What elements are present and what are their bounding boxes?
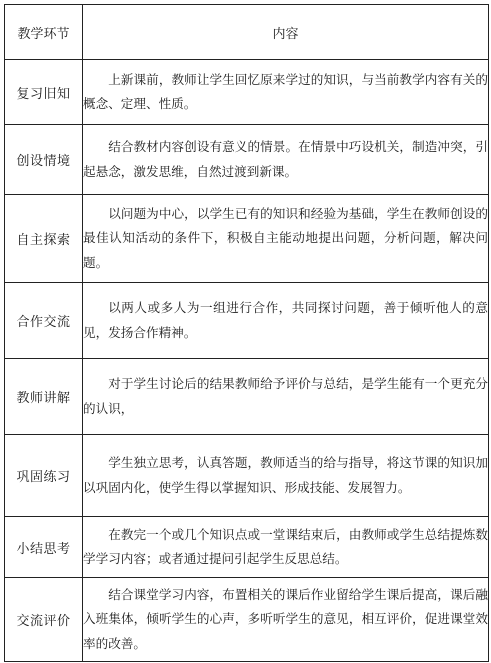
table-row xyxy=(5,60,489,125)
content-cell: 以两人或多人为一组进行合作，共同探讨问题，善于倾听他人的意见，发扬合作精神。 xyxy=(83,283,489,359)
stage-cell: 复习旧知 xyxy=(5,60,83,125)
table-row xyxy=(5,195,489,283)
stage-cell: 巩固练习 xyxy=(5,435,83,517)
stage-cell: 小结思考 xyxy=(5,517,83,578)
header-content: 内容 xyxy=(83,5,489,60)
content-cell: 学生独立思考，认真答题，教师适当的给与指导，将这节课的知识加以巩固内化，使学生得以掌握知识、形成技能、发展智力。 xyxy=(83,435,489,517)
stage-cell: 创设情境 xyxy=(5,125,83,195)
stage-cell: 交流评价 xyxy=(5,578,83,662)
stage-cell: 自主探索 xyxy=(5,195,83,283)
table-row xyxy=(5,517,489,578)
content-cell: 上新课前，教师让学生回忆原来学过的知识，与当前教学内容有关的概念、定理、性质。 xyxy=(83,60,489,125)
table-row xyxy=(5,283,489,359)
table-row xyxy=(5,578,489,662)
stage-cell: 教师讲解 xyxy=(5,359,83,435)
table-row xyxy=(5,435,489,517)
content-cell: 对于学生讨论后的结果教师给予评价与总结，是学生能有一个更充分的认识， xyxy=(83,359,489,435)
stage-cell: 合作交流 xyxy=(5,283,83,359)
table-row xyxy=(5,125,489,195)
header-stage: 教学环节 xyxy=(5,5,83,60)
content-cell: 结合课堂学习内容，布置相关的课后作业留给学生课后提高，课后融入班集体，倾听学生的心声，多听听学生的意见，相互评价，促进课堂效率的改善。 xyxy=(83,578,489,662)
content-cell: 以问题为中心，以学生已有的知识和经验为基础，学生在教师创设的最佳认知活动的条件下，积极自主能动地提出问题，分析问题，解决问题。 xyxy=(83,195,489,283)
teaching-stages-table xyxy=(4,4,489,662)
content-cell: 结合教材内容创设有意义的情景。在情景中巧设机关，制造冲突，引起悬念，激发思维，自然过渡到新课。 xyxy=(83,125,489,195)
header-row xyxy=(5,5,489,60)
table-row xyxy=(5,359,489,435)
content-cell: 在教完一个或几个知识点或一堂课结束后，由教师或学生总结提炼数学学习内容；或者通过提问引起学生反思总结。 xyxy=(83,517,489,578)
